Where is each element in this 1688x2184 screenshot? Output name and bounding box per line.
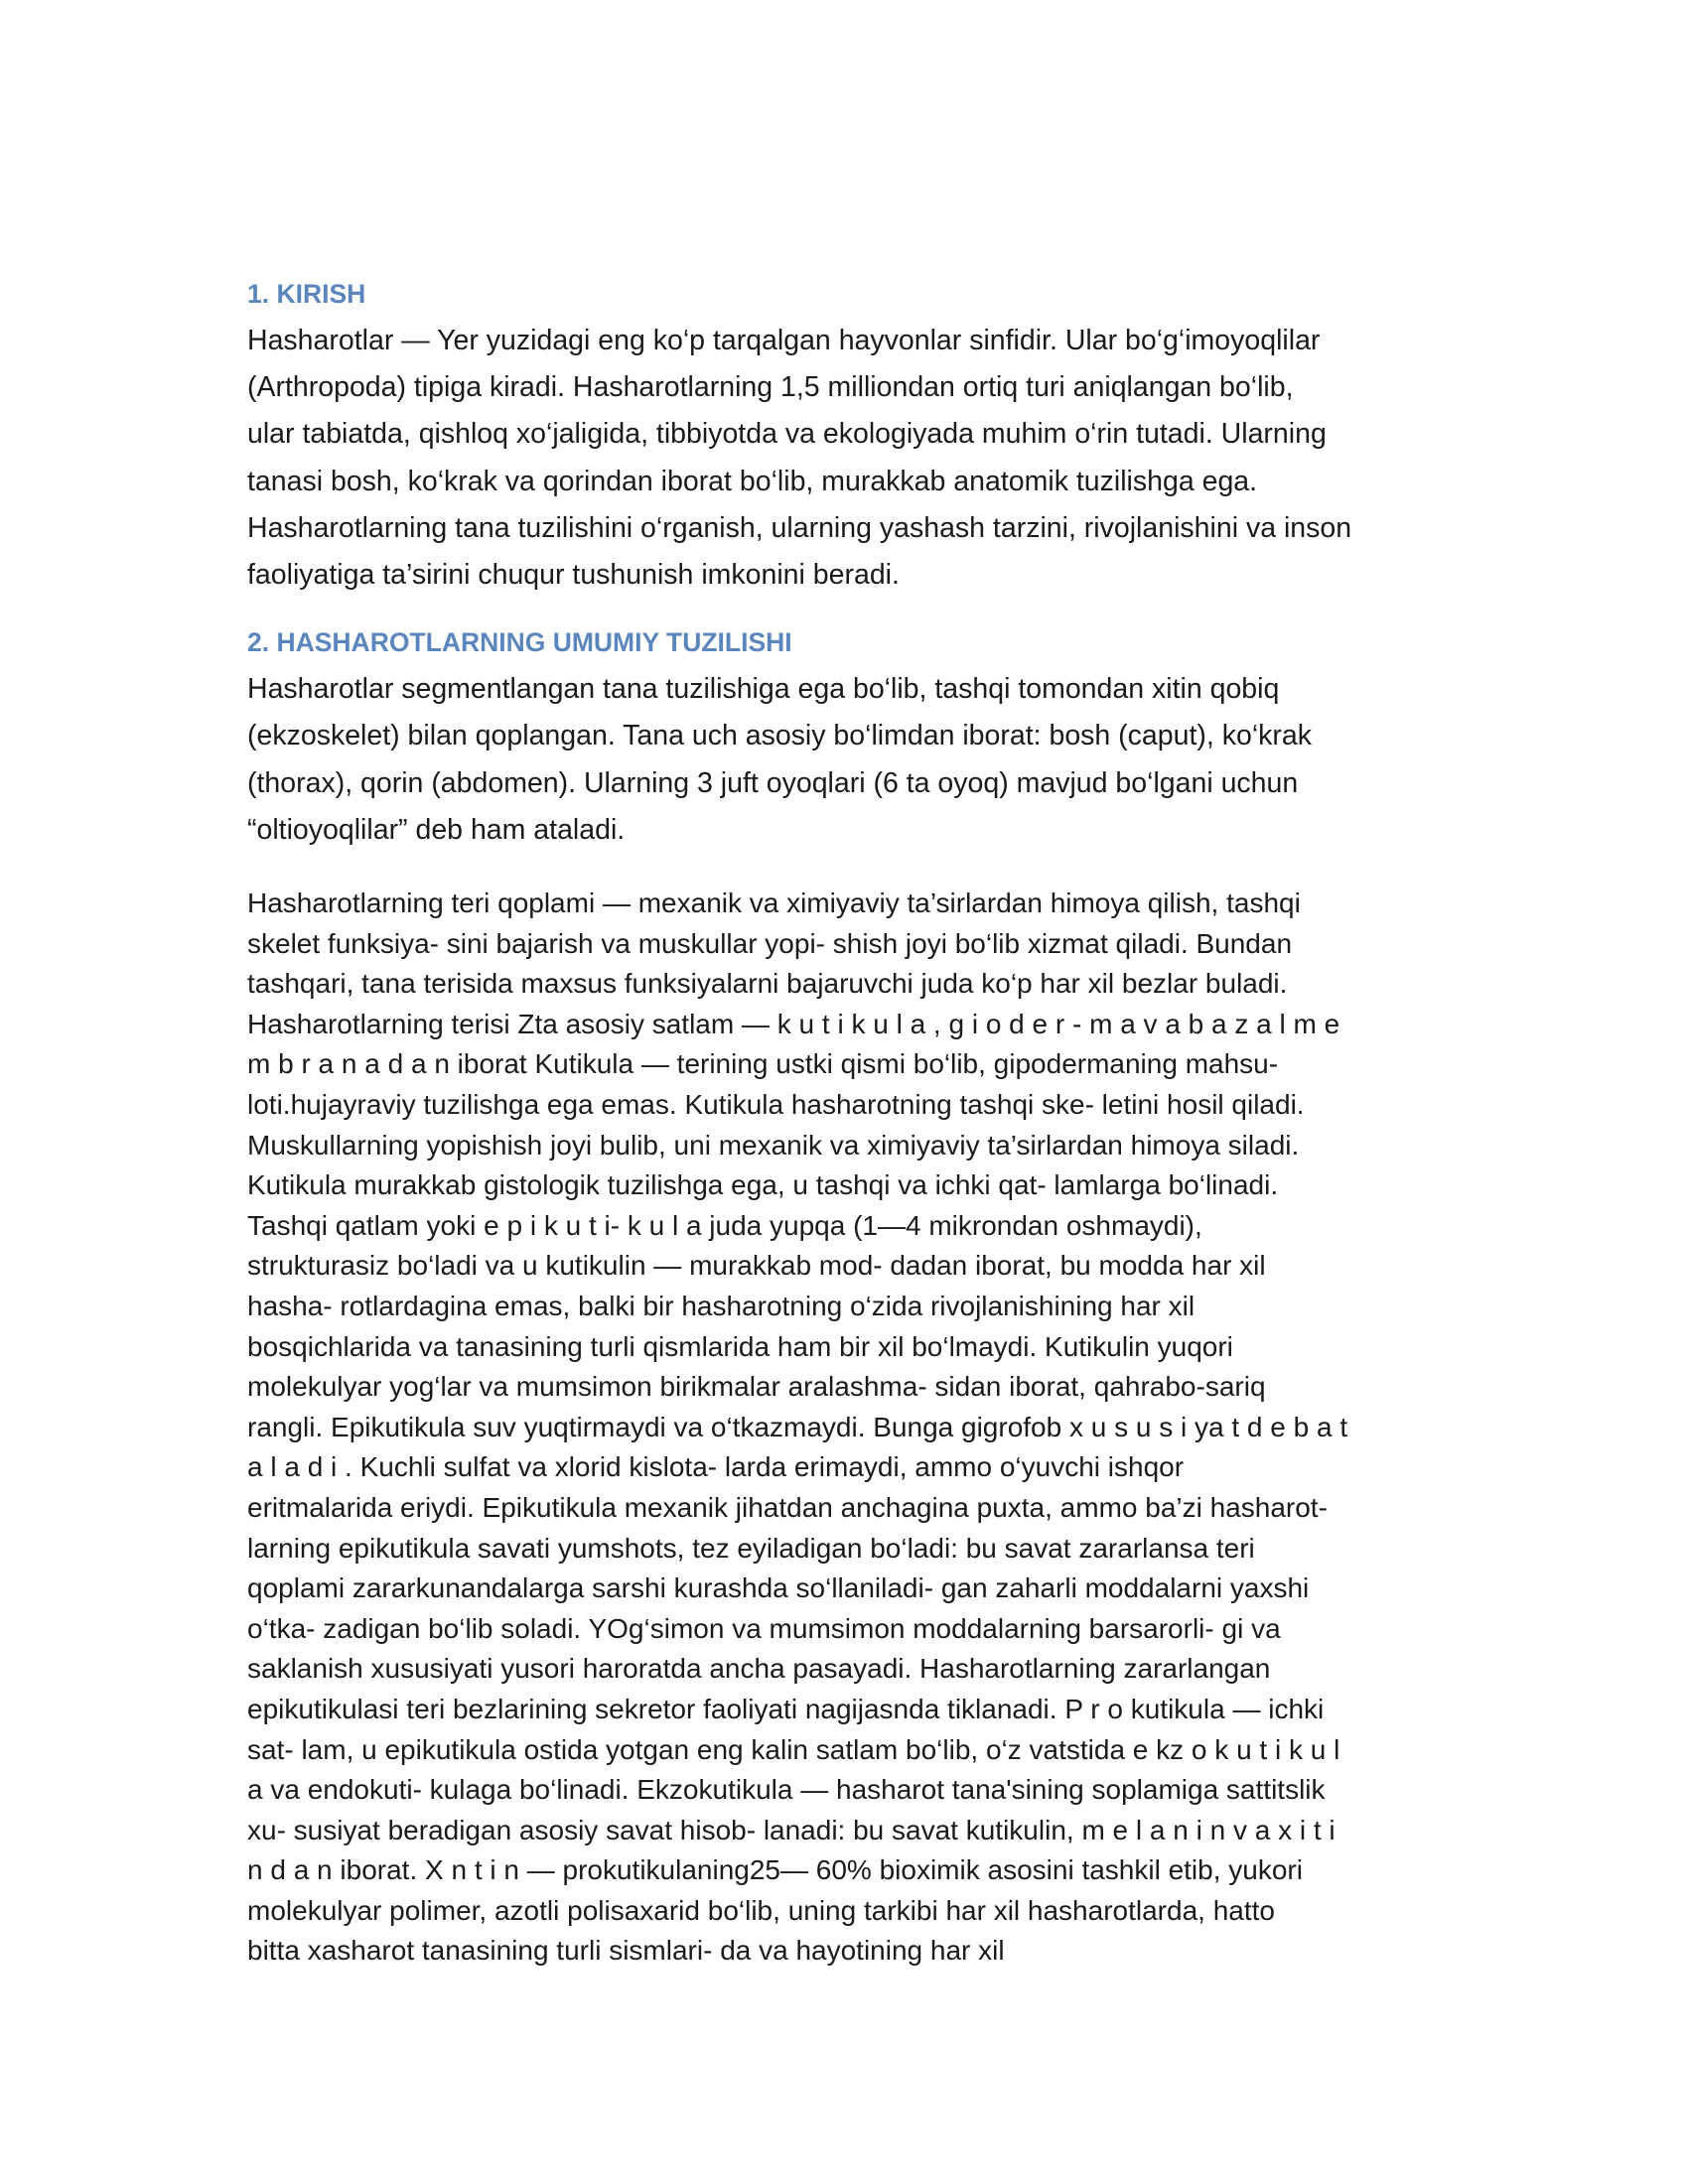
text-line: ular tabiatda, qishloq xo‘jaligida, tibbiyotda va ekologiyada muhim o‘rin tutadi. Ularning	[247, 418, 1327, 451]
section-body-umumiy-tuzilishi	[247, 666, 1449, 854]
text-line: qoplami zararkunandalarga sarshi kurashda so‘llaniladi- gan zaharli moddalarni yaxshi	[247, 1572, 1310, 1604]
section-body-kirish	[247, 318, 1449, 599]
text-line: faoliyatiga ta’sirini chuqur tushunish imkonini beradi.	[247, 559, 900, 592]
text-line: molekulyar polimer, azotli polisaxarid bo‘lib, uning tarkibi har xil hasharotlarda, hatto	[247, 1894, 1275, 1926]
teri-qoplami-paragraph	[247, 884, 1449, 1972]
text-line: Hasharotlarning tana tuzilishini o‘rganish, ularning yashash tarzini, rivojlanishini va inson	[247, 511, 1352, 544]
text-line: tashqari, tana terisida maxsus funksiyalarni bajaruvchi juda ko‘p har xil bezlar buladi.	[247, 968, 1288, 1000]
text-line: Hasharotlarning terisi Zta asosiy satlam — k u t i k u l a , g i o d e r - m a v a b a z a l m e	[247, 1008, 1340, 1039]
text-line: bosqichlarida va tanasining turli qismlarida ham bir xil bo‘lmaydi. Kutikulin yuqori	[247, 1330, 1233, 1362]
text-line: m b r a n a d a n iborat Kutikula — terining ustki qismi bo‘lib, gipodermaning mahsu-	[247, 1048, 1279, 1080]
text-line: Hasharotlarning teri qoplami — mexanik va ximiyaviy ta’sirlardan himoya qilish, tashqi	[247, 887, 1301, 919]
text-line: loti.hujayraviy tuzilishga ega emas. Kutikula hasharotning tashqi ske- letini hosil qiladi.	[247, 1089, 1305, 1120]
text-line: saklanish xususiyati yusori haroratda ancha pasayadi. Hasharotlarning zararlangan	[247, 1653, 1271, 1685]
text-line: epikutikulasi teri bezlarining sekretor faoliyati nagijasnda tiklanadi. P r o kutikula — ichki	[247, 1693, 1325, 1724]
text-line: (thorax), qorin (abdomen). Ularning 3 juft oyoqlari (6 ta oyoq) mavjud bo‘lgani uchun	[247, 766, 1299, 799]
text-line: Hasharotlar segmentlangan tana tuzilishiga ega bo‘lib, tashqi tomondan xitin qobiq	[247, 673, 1280, 706]
text-line: hasha- rotlardagina emas, balki bir hasharotning o‘zida rivojlanishining har xil	[247, 1290, 1196, 1321]
spacer	[247, 599, 1449, 618]
text-line: (Arthropoda) tipiga kiradi. Hasharotlarning 1,5 milliondan ortiq turi aniqlangan bo‘lib,	[247, 371, 1294, 404]
document-page	[247, 270, 1449, 1972]
text-line: tanasi bosh, ko‘krak va qorindan iborat bo‘lib, murakkab anatomik tuzilishga ega.	[247, 465, 1258, 497]
text-line: bitta xasharot tanasining turli sismlari- da va hayotining har xil	[247, 1935, 1005, 1967]
text-line: rangli. Epikutikula suv yuqtirmaydi va o‘tkazmaydi. Bunga gigrofob x u s u s i ya t d e b a t	[247, 1411, 1348, 1442]
text-line: (ekzoskelet) bilan qoplangan. Tana uch asosiy bo‘limdan iborat: bosh (caput), ko‘krak	[247, 720, 1312, 752]
text-line: xu- susiyat beradigan asosiy savat hisob- lanadi: bu savat kutikulin, m e l a n i n v a x i t i	[247, 1814, 1336, 1845]
text-line: Hasharotlar — Yer yuzidagi eng ko‘p tarqalgan hayvonlar sinfidir. Ular bo‘g‘imoyoqlilar	[247, 325, 1321, 356]
text-line: a va endokuti- kulaga bo‘linadi. Ekzokutikula — hasharot tana'sining soplamiga sattitslik	[247, 1774, 1326, 1806]
text-line: skelet funksiya- sini bajarish va muskullar yopi- shish joyi bo‘lib xizmat qiladi. Bundan	[247, 927, 1293, 959]
text-line: a l a d i . Kuchli sulfat va xlorid kislota- larda erimaydi, ammo o‘yuvchi ishqor	[247, 1451, 1185, 1483]
text-line: o‘tka- zadigan bo‘lib soladi. YOg‘simon va mumsimon moddalarning barsarorli- gi va	[247, 1612, 1281, 1644]
spacer	[247, 854, 1449, 884]
section-heading-kirish: 1. KIRISH	[247, 279, 366, 309]
text-line: sat- lam, u epikutikula ostida yotgan eng kalin satlam bo‘lib, o‘z vatstida e kz o k u t i k u l	[247, 1733, 1340, 1765]
text-line: n d a n iborat. X n t i n — prokutikulaning25— 60% bioximik asosini tashkil etib, yukori	[247, 1854, 1303, 1886]
text-line: Tashqi qatlam yoki e p i k u t i- k u l a juda yupqa (1—4 mikrondan oshmaydi),	[247, 1209, 1202, 1241]
text-line: larning epikutikula savati yumshots, tez eyiladigan bo‘ladi: bu savat zararlansa teri	[247, 1532, 1255, 1564]
text-line: Kutikula murakkab gistologik tuzilishga ega, u tashqi va ichki qat- lamlarga bo‘linadi.	[247, 1169, 1279, 1201]
section-heading-umumiy-tuzilishi: 2. HASHAROTLARNING UMUMIY TUZILISHI	[247, 627, 792, 658]
text-line: eritmalarida eriydi. Epikutikula mexanik jihatdan anchagina puxta, ammo ba’zi hasharot-	[247, 1491, 1328, 1523]
text-line: Muskullarning yopishish joyi bulib, uni mexanik va ximiyaviy ta’sirlardan himoya siladi.	[247, 1129, 1300, 1160]
text-line: molekulyar yog‘lar va mumsimon birikmalar aralashma- sidan iborat, qahrabo-sariq	[247, 1371, 1266, 1403]
text-line: “oltioyoqlilar” deb ham ataladi.	[247, 813, 626, 846]
text-line: strukturasiz bo‘ladi va u kutikulin — murakkab mod- dadan iborat, bu modda har xil	[247, 1250, 1266, 1282]
